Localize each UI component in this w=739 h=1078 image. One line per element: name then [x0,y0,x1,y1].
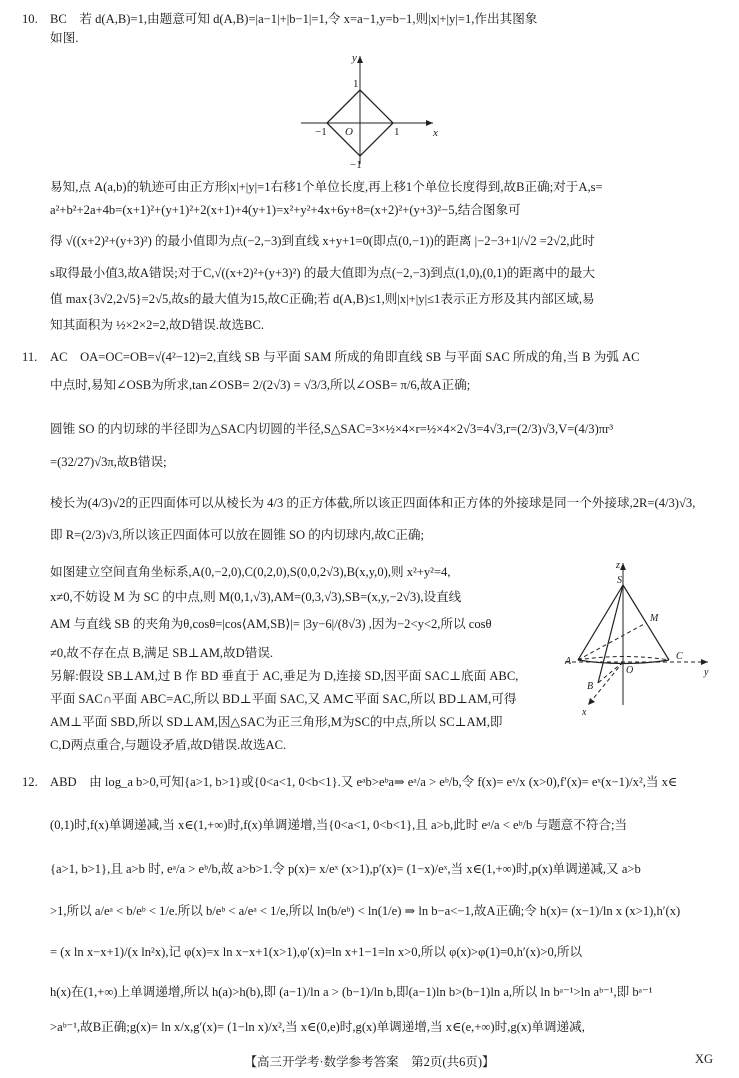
q12-line-6: h(x)在(1,+∞)上单调递增,所以 h(a)>h(b),即 (a−1)/ln a > (b−1)/ln b,即(a−1)ln b>(b−1)ln a,所以 ln bᵃ⁻¹>ln aᵇ⁻¹,即 bᵃ⁻¹ [50,985,653,999]
q12-line-2: (0,1)时,f(x)单调递减,当 x∈(1,+∞)时,f(x)单调递增,当{0<a<1, 0<b<1},且 a>b,此时 eᵃ/a < eᵇ/b 与题意不符合;当 [50,818,628,832]
q11-edge-SB [598,585,623,683]
q10-line-1: 10. BC 若 d(A,B)=1,由题意可知 d(A,B)=|a−1|+|b−1|=1,令 x=a−1,y=b−1,则|x|+|y|=1,作出其图象 [22,12,538,26]
q11-line-1: 11. AC OA=OC=OB=√(4²−12)=2,直线 SB 与平面 SAM 所成的角即直线 SB 与平面 SAC 所成的角,当 B 为弧 AC [22,350,640,364]
q12-line-4: >1,所以 a/eᵃ < b/eᵇ < 1/e.所以 b/eᵇ < a/eᵃ < 1/e,所以 ln(b/eᵇ) < ln(1/e) ⇒ ln b−a<−1,故A正确;令 h(x)= (x−1)/ln x (x>1),h′(x) [50,904,681,918]
q11-label-A: A [565,656,572,667]
q12-number: 12. [22,775,38,789]
page-footer [0,1052,739,1070]
q11-cone-diagram [560,555,720,717]
q11-line-10: ≠0,故不存在点 B,满足 SB⊥AM,故D错误. [50,646,274,660]
q10-line-8: 知其面积为 ½×2×2=2,故D错误.故选BC. [50,318,265,332]
q11-line-6: 即 R=(2/3)√3,所以该正四面体可以放在圆锥 SO 的内切球内,故C正确; [50,528,424,542]
q10-line-6: s取得最小值3,故A错误;对于C,√((x+2)²+(y+3)²) 的最大值即为点(−2,−3)到点(1,0),(0,1)的距离中的最大 [50,266,595,280]
q10-x-arrow [426,120,433,126]
q11-label-M: M [650,613,659,624]
q10-line-5: 得 √((x+2)²+(y+3)²) 的最小值即为点(−2,−3)到直线 x+y+1=0(即点(0,−1))的距离 |−2−3+1|/√2 =2√2,此时 [50,234,595,248]
footer-code: XG [694,1052,713,1066]
q11-edge-SC [623,585,669,660]
q10-line-3: 易知,点 A(a,b)的轨迹可由正方形|x|+|y|=1右移1个单位长度,再上移1个单位长度得到,故B正确;对于A,s= [50,180,603,194]
q10-line-2: 如图. [50,31,79,45]
q11-line-9: AM 与直线 SB 的夹角为θ,cosθ=|cos⟨AM,SB⟩|= |3y−6|/(8√3) ,因为−2<y<2,所以 cosθ [50,617,492,631]
q10-top-label: 1 [353,78,359,90]
q11-line-2: 中点时,易知∠OSB为所求,tan∠OSB= 2/(2√3) = √3/3,所以∠OSB= π/6,故A正确; [50,378,471,392]
q11-line-3: 圆锥 SO 的内切球的半径即为△SAC内切圆的半径,S△SAC=3×½×4×r=½×4×2√3=4√3,r=(2/3)√3,V=(4/3)πr³ [50,422,614,436]
q11-number: 11. [22,350,38,364]
q11-line-4: =(32/27)√3π,故B错误; [50,455,167,469]
q11-line-14: C,D两点重合,与题设矛盾,故D错误.故选AC. [50,738,287,752]
q11-line-7: 如图建立空间直角坐标系,A(0,−2,0),C(0,2,0),S(0,0,2√3),B(x,y,0),则 x²+y²=4, [50,565,451,579]
q11-label-S: S [617,575,622,586]
q11-line-11: 另解:假设 SB⊥AM,过 B 作 BD 垂直于 AC,垂足为 D,连接 SD,因平面 SAC⊥底面 ABC, [50,669,519,683]
q11-z-label: z [616,560,620,571]
q10-bottom-label: −1 [350,159,362,170]
q10-x-label: x [433,127,438,139]
q11-label-O: O [626,665,634,676]
q11-line-8: x≠0,不妨设 M 为 SC 的中点,则 M(0,1,√3),AM=(0,3,√3),SB=(x,y,−2√3),设直线 [50,590,462,604]
q12-line-1: 12. ABD 由 log_a b>0,可知{a>1, b>1}或{0<a<1, 0<b<1}.又 eᵃb>eᵇa⇒ eᵃ/a > eᵇ/b,令 f(x)= eˣ/x (x>0),f′(x)= eˣ(x−1)/x²,当 x∈ [22,775,678,789]
q10-number: 10. [22,12,38,26]
q11-label-C: C [676,651,683,662]
q11-edge-SA [578,585,623,660]
q11-z-arrow [620,563,626,570]
q10-right-label: 1 [394,126,400,138]
q11-line-12: 平面 SAC∩平面 ABC=AC,所以 BD⊥平面 SAC,又 AM⊂平面 SAC,所以 BD⊥AM,可得 [50,692,517,706]
q11-line-5: 棱长为(4/3)√2的正四面体可以从棱长为 4/3 的正方体截,所以该正四面体和正方体的外接球是同一个外接球,2R=(4/3)√3, [50,496,696,510]
q10-left-label: −1 [315,126,327,138]
q11-x-axis [588,662,623,705]
q10-square-graph [293,50,443,170]
q12-line-7: >aᵇ⁻¹,故B正确;g(x)= ln x/x,g′(x)= (1−ln x)/x²,当 x∈(0,e)时,g(x)单调递增,当 x∈(e,+∞)时,g(x)单调递减, [50,1020,585,1034]
q10-line-4: a²+b²+2a+4b=(x+1)²+(y+1)²+2(x+1)+4(y+1)=x²+y²+4x+6y+8=(x+2)²+(y+3)²−5,结合图象可 [50,203,521,217]
q10-y-arrow [357,56,363,63]
q12-line-3: {a>1, b>1},且 a>b 时, eᵃ/a > eᵇ/b,故 a>b>1.令 p(x)= x/eˣ (x>1),p′(x)= (1−x)/eˣ,当 x∈(1,+∞)时,p(x)单调递减,又 a>b [50,862,641,876]
footer-title: 【高三开学考·数学参考答案 第2页(共6页)】 [244,1055,495,1069]
q11-y-arrow [701,659,708,665]
q10-line-7: 值 max{3√2,2√5}=2√5,故s的最大值为15,故C正确;若 d(A,B)≤1,则|x|+|y|≤1表示正方形及其内部区域,易 [50,292,595,306]
q10-y-label: y [352,52,357,64]
q11-segment-OB [598,662,623,683]
q11-line-13: AM⊥平面 SBD,所以 SD⊥AM,因△SAC为正三角形,M为SC的中点,所以 SC⊥AM,即 [50,715,503,729]
q11-x-label: x [582,707,587,717]
q12-line-5: = (x ln x−x+1)/(x ln²x),记 φ(x)=x ln x−x+1(x>1),φ′(x)=ln x+1−1=ln x>0,所以 φ(x)>φ(1)=0,h′(x)>0,所以 [50,945,583,959]
q11-x-arrow [588,698,595,705]
q11-y-label: y [704,667,709,678]
q11-label-B: B [587,681,594,692]
q10-origin-label: O [345,126,353,138]
